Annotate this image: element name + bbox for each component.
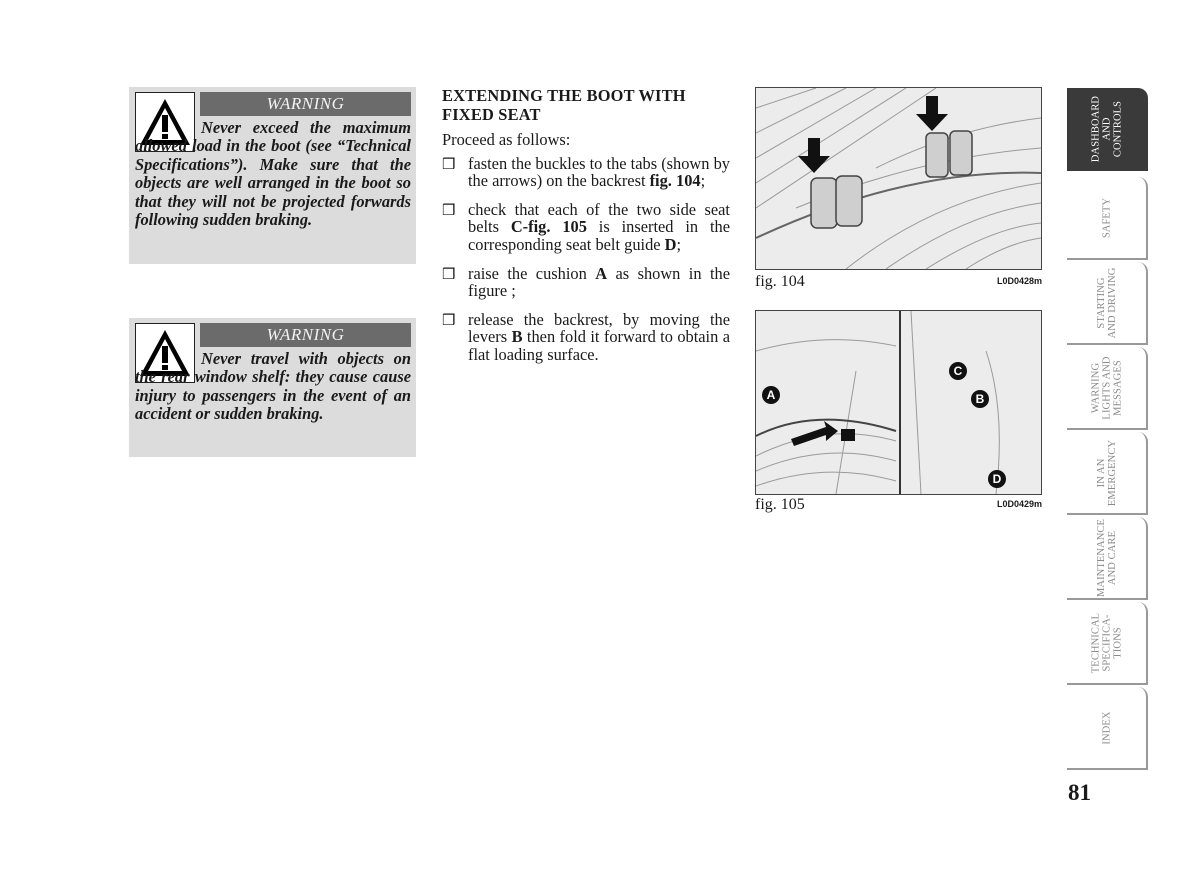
figure-104-illustration bbox=[755, 87, 1042, 270]
list-item: ❒ check that each of the two side seat belts C-fig. 105 is inserted in the corresponding seat belt guide D; bbox=[442, 199, 730, 254]
tab-technical-specifications[interactable]: TECHNICAL SPECIFICA- TIONS bbox=[1067, 602, 1148, 685]
svg-text:D: D bbox=[992, 472, 1002, 486]
tab-warning-lights-and-messages[interactable]: WARNING LIGHTS AND MESSAGES bbox=[1067, 347, 1148, 430]
svg-text:B: B bbox=[975, 392, 985, 406]
tab-dashboard-and-controls[interactable]: DASHBOARD AND CONTROLS bbox=[1067, 88, 1148, 171]
figure-code: L0D0429m bbox=[996, 499, 1042, 509]
warning-title: WARNING bbox=[200, 323, 411, 347]
svg-text:A: A bbox=[766, 388, 776, 402]
section-heading: EXTENDING THE BOOT WITH FIXED SEAT bbox=[442, 86, 686, 124]
section-intro: Proceed as follows: bbox=[442, 130, 571, 149]
warning-text: Never travel with objects on the rear window shelf: they cause cause injury to passengers in the event of an accident or sudden braking. bbox=[135, 349, 411, 424]
checkbox-bullet-icon: ❒ bbox=[442, 264, 456, 283]
page-number: 81 bbox=[1068, 780, 1091, 805]
instructions-column bbox=[442, 86, 730, 375]
checkbox-bullet-icon: ❒ bbox=[442, 154, 456, 173]
figure-105-illustration bbox=[755, 310, 1042, 495]
list-item: ❒ release the backrest, by moving the levers B then fold it forward to obtain a flat loading surface. bbox=[442, 309, 730, 364]
tab-safety[interactable]: SAFETY bbox=[1067, 177, 1148, 260]
tab-maintenance-and-care[interactable]: MAINTENANCE AND CARE bbox=[1067, 517, 1148, 600]
tab-in-an-emergency[interactable]: IN AN EMERGENCY bbox=[1067, 432, 1148, 515]
warning-box-load bbox=[129, 87, 416, 264]
figure-code: L0D0428m bbox=[996, 276, 1042, 286]
tab-starting-and-driving[interactable]: STARTING AND DRIVING bbox=[1067, 262, 1148, 345]
figure-105-caption: fig. 105 L0D0429m bbox=[755, 496, 1042, 513]
warning-box-shelf bbox=[129, 318, 416, 457]
list-item: ❒ fasten the buckles to the tabs (shown by the arrows) on the backrest fig. 104; bbox=[442, 153, 730, 191]
checkbox-bullet-icon: ❒ bbox=[442, 310, 456, 329]
checkbox-bullet-icon: ❒ bbox=[442, 200, 456, 219]
steps-list bbox=[442, 155, 730, 364]
warning-text: Never exceed the maximum allowed load in the boot (see “Technical Specifications”). Make sure that the objects are well arranged in the boot so that they will not be projected forwards following sudden braking. bbox=[135, 118, 411, 230]
figure-104-caption: fig. 104 L0D0428m bbox=[755, 273, 1042, 290]
tab-index[interactable]: INDEX bbox=[1067, 687, 1148, 770]
svg-text:C: C bbox=[953, 364, 963, 378]
list-item: ❒ raise the cushion A as shown in the figure ; bbox=[442, 263, 731, 301]
warning-title: WARNING bbox=[200, 92, 411, 116]
